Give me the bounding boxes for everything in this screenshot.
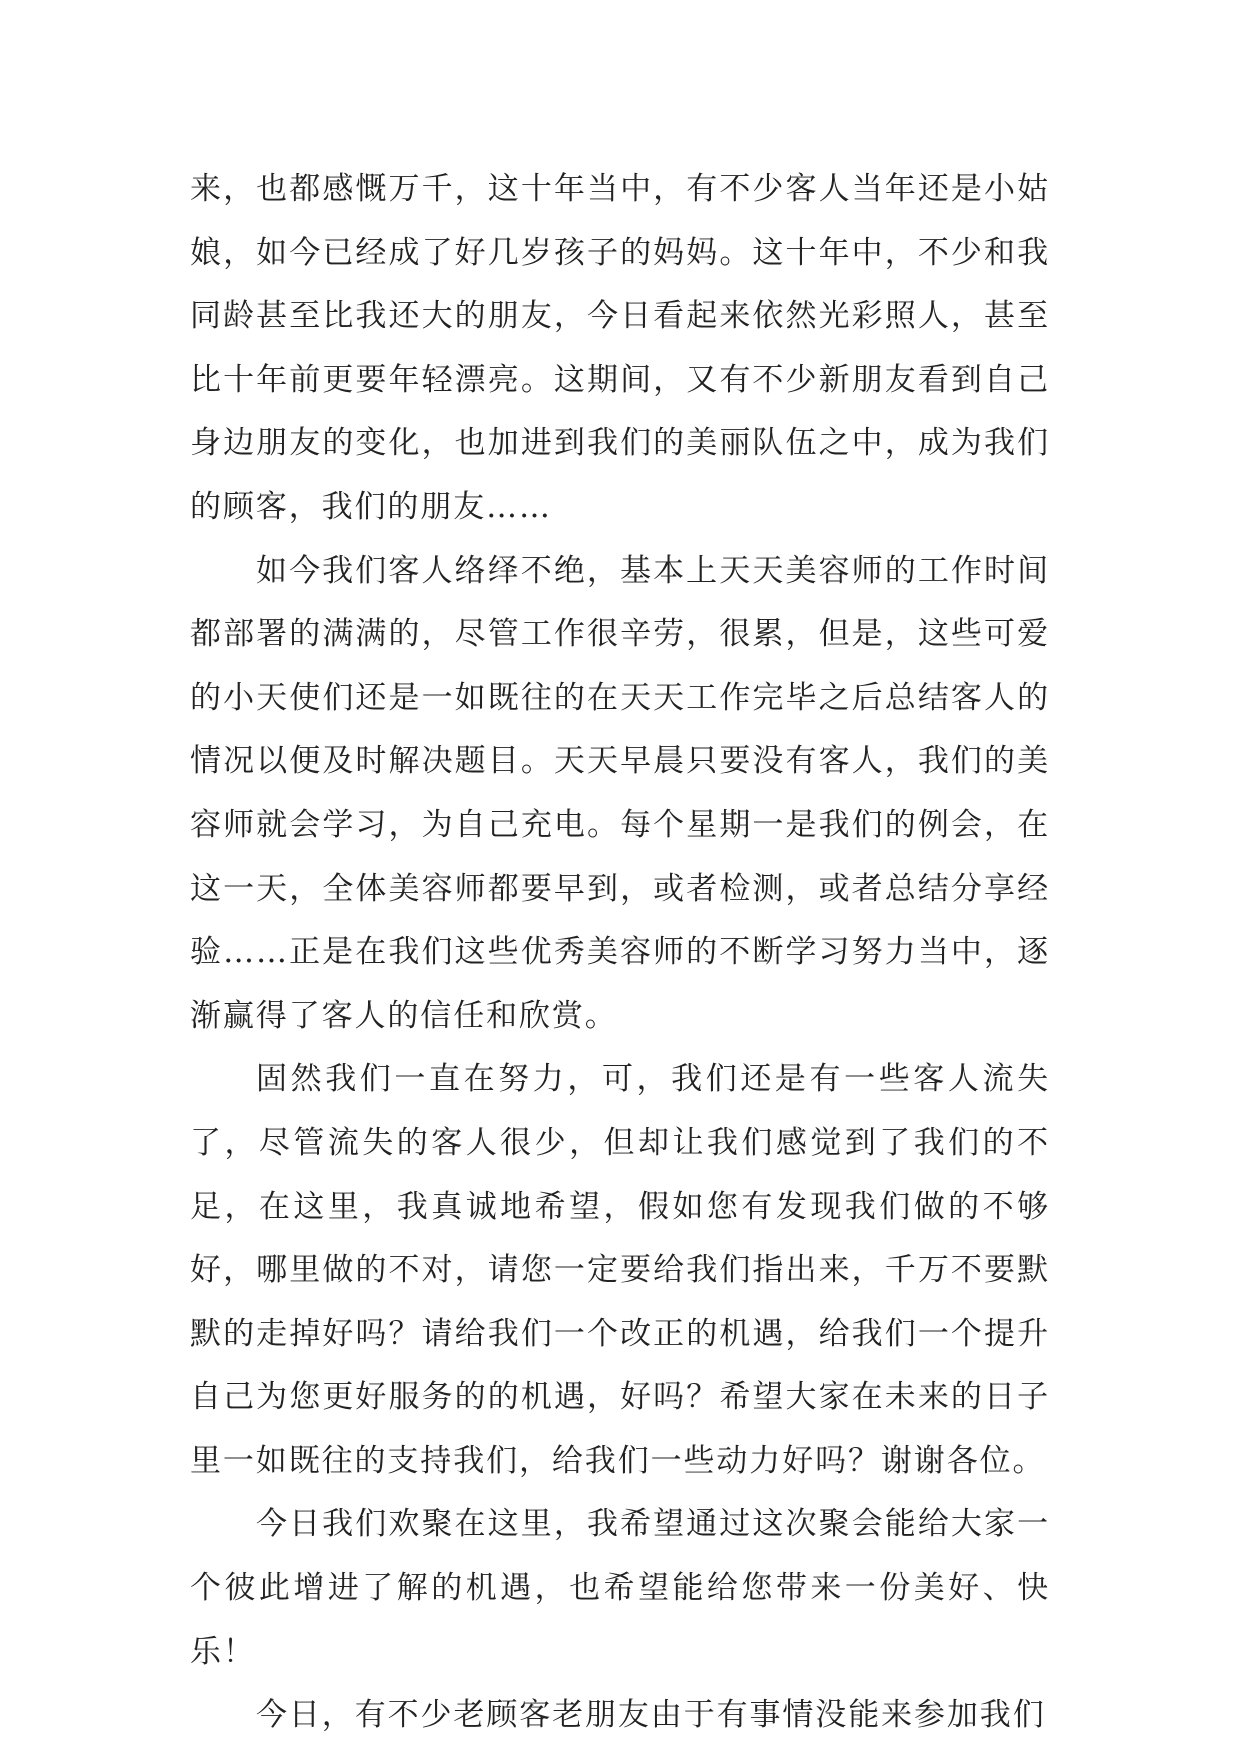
paragraph-5: 今日，有不少老顾客老朋友由于有事情没能来参加我们 bbox=[256, 1697, 1046, 1734]
document-body bbox=[190, 158, 1050, 1748]
paragraph-3: 固然我们一直在努力，可，我们还是有一些客人流失了，尽管流失的客人很少，但却让我们感觉到了我们的不足，在这里，我真诚地希望，假如您有发现我们做的不够好，哪里做的不对，请您一定要给我们指出来，千万不要默默的走掉好吗？请给我们一个改正的机遇，给我们一个提升自己为您更好服务的的机遇，好吗？希望大家在未来的日子里一如既往的支持我们，给我们一些动力好吗？谢谢各位。 bbox=[190, 1061, 1050, 1479]
paragraph-2: 如今我们客人络绎不绝，基本上天天美容师的工作时间都部署的满满的，尽管工作很辛劳，很累，但是，这些可爱的小天使们还是一如既往的在天天工作完毕之后总结客人的情况以便及时解决题目。天天早晨只要没有客人，我们的美容师就会学习，为自己充电。每个星期一是我们的例会，在这一天，全体美容师都要早到，或者检测，或者总结分享经验……正是在我们这些优秀美容师的不断学习努力当中，逐渐赢得了客人的信任和欣赏。 bbox=[190, 552, 1050, 1034]
paragraph-1: 来，也都感慨万千，这十年当中，有不少客人当年还是小姑娘，如今已经成了好几岁孩子的妈妈。这十年中，不少和我同龄甚至比我还大的朋友，今日看起来依然光彩照人，甚至比十年前更要年轻漂亮。这期间，又有不少新朋友看到自己身边朋友的变化，也加进到我们的美丽队伍之中，成为我们的顾客，我们的朋友…… bbox=[190, 171, 1050, 525]
paragraph-4: 今日我们欢聚在这里，我希望通过这次聚会能给大家一个彼此增进了解的机遇，也希望能给您带来一份美好、快乐！ bbox=[190, 1506, 1050, 1670]
